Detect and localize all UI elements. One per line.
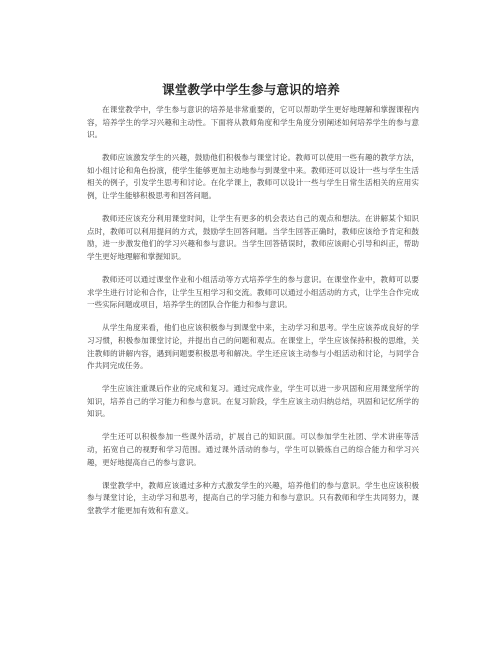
- paragraph: 教师还可以通过课堂作业和小组活动等方式培养学生的参与意识。在课堂作业中，教师可以要求学生进行讨论和合作，让学生互相学习和交流。教师可以通过小组活动的方式，让学生合作完成一些实际问题或项目，培养学生的团队合作能力和参与意识。: [87, 275, 419, 310]
- document-title: 课堂教学中学生参与意识的培养: [162, 82, 340, 97]
- paragraph: 学生应该注重课后作业的完成和复习。通过完成作业，学生可以进一步巩固和应用课堂所学的知识，培养自己的学习能力和参与意识。在复习阶段，学生应该主动归纳总结，巩固和记忆所学的知识。: [87, 384, 419, 419]
- paragraph: 教师还应该充分利用课堂时间，让学生有更多的机会表达自己的观点和想法。在讲解某个知识点时，教师可以利用提问的方式，鼓励学生回答问题。当学生回答正确时，教师应该给予肯定和鼓励，进一步激发他们的学习兴趣和参与意识。当学生回答错误时，教师应该耐心引导和纠正，帮助学生更好地理解和掌握知识。: [87, 214, 419, 261]
- paragraph: 学生还可以积极参加一些课外活动，扩展自己的知识面。可以参加学生社团、学术讲座等活动，拓宽自己的视野和学习范围。通过课外活动的参与，学生可以锻炼自己的综合能力和学习兴趣，更好地提高自己的参与意识。: [87, 432, 419, 467]
- document-body: [87, 104, 419, 528]
- paragraph: 在课堂教学中，学生参与意识的培养是非常重要的，它可以帮助学生更好地理解和掌握课程内容，培养学生的学习兴趣和主动性。下面将从教师角度和学生角度分别阐述如何培养学生的参与意识。: [87, 105, 419, 140]
- paragraph: 教师应该激发学生的兴趣，鼓励他们积极参与课堂讨论。教师可以使用一些有趣的教学方法，如小组讨论和角色扮演，使学生能够更加主动地参与到课堂中来。教师还可以设计一些与学生生活相关的例子，引发学生思考和讨论。在化学课上，教师可以设计一些与学生日常生活相关的应用实例，让学生能够积极思考和回答问题。: [87, 153, 419, 201]
- paragraph: 课堂教学中，教师应该通过多种方式激发学生的兴趣，培养他们的参与意识。学生也应该积极参与课堂讨论，主动学习和思考，提高自己的学习能力和参与意识。只有教师和学生共同努力，课堂教学才能更加有效和有意义。: [87, 480, 419, 515]
- paragraph: 从学生角度来看，他们也应该积极参与到课堂中来，主动学习和思考。学生应该养成良好的学习习惯，积极参加课堂讨论，并提出自己的问题和观点。在课堂上，学生应该保持积极的思维，关注教师的讲解内容，遇到问题要积极思考和解决。学生还应该主动参与小组活动和讨论，与同学合作共同完成任务。: [87, 323, 419, 371]
